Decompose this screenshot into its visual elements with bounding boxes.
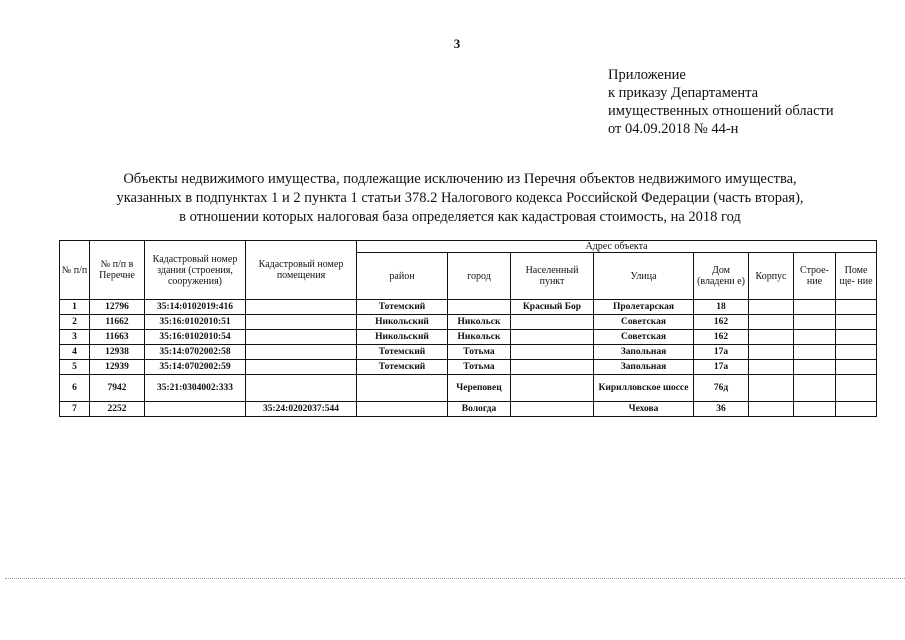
cell-street: Советская <box>594 315 694 330</box>
cell-stroenie <box>794 330 836 345</box>
cell-district <box>357 375 448 402</box>
cell-pomeshchenie <box>836 345 877 360</box>
cell-street: Запольная <box>594 345 694 360</box>
header-list-num: № п/п в Перечне <box>90 241 145 300</box>
cell-stroenie <box>794 300 836 315</box>
cell-room <box>246 300 357 315</box>
cell-pomeshchenie <box>836 315 877 330</box>
cell-list-num: 11663 <box>90 330 145 345</box>
cell-korpus <box>749 360 794 375</box>
cell-korpus <box>749 315 794 330</box>
cell-city: Тотьма <box>448 360 511 375</box>
header-room-cadastral: Кадастровый номер помещения <box>246 241 357 300</box>
cell-street: Пролетарская <box>594 300 694 315</box>
cell-pomeshchenie <box>836 300 877 315</box>
cell-pomeshchenie <box>836 360 877 375</box>
cell-settlement <box>511 315 594 330</box>
header-num: № п/п <box>60 241 90 300</box>
cell-list-num: 12796 <box>90 300 145 315</box>
cell-building: 35:21:0304002:333 <box>145 375 246 402</box>
cell-num: 2 <box>60 315 90 330</box>
cell-district: Тотемский <box>357 345 448 360</box>
cell-num: 6 <box>60 375 90 402</box>
cell-pomeshchenie <box>836 402 877 417</box>
header-house: Дом (владени е) <box>694 253 749 300</box>
appendix-line: от 04.09.2018 № 44-н <box>608 121 739 137</box>
cell-building: 35:14:0102019:416 <box>145 300 246 315</box>
header-district: район <box>357 253 448 300</box>
table-row <box>60 300 877 315</box>
header-building-cadastral: Кадастровый номер здания (строения, сооружения) <box>145 241 246 300</box>
table-row <box>60 375 877 402</box>
cell-house: 18 <box>694 300 749 315</box>
header-city: город <box>448 253 511 300</box>
header-pomeshchenie: Поме ще- ние <box>836 253 877 300</box>
cell-district: Никольский <box>357 315 448 330</box>
cell-district <box>357 402 448 417</box>
appendix-note <box>608 66 888 138</box>
cell-house: 17а <box>694 360 749 375</box>
cell-num: 4 <box>60 345 90 360</box>
title-line: Объекты недвижимого имущества, подлежащие исключению из Перечня объектов недвижимого имущества, <box>123 171 797 187</box>
cell-settlement: Красный Бор <box>511 300 594 315</box>
cell-list-num: 7942 <box>90 375 145 402</box>
cell-pomeshchenie <box>836 330 877 345</box>
cell-room <box>246 315 357 330</box>
header-stroenie: Строе- ние <box>794 253 836 300</box>
table-row <box>60 330 877 345</box>
objects-table <box>59 240 877 417</box>
table-row <box>60 315 877 330</box>
header-settlement: Населенный пункт <box>511 253 594 300</box>
cell-city: Череповец <box>448 375 511 402</box>
cell-num: 3 <box>60 330 90 345</box>
cell-district: Тотемский <box>357 300 448 315</box>
cell-stroenie <box>794 375 836 402</box>
title-line: указанных в подпунктах 1 и 2 пункта 1 статьи 378.2 Налогового кодекса Российской Федерации (часть вторая), <box>116 190 804 206</box>
cell-room <box>246 375 357 402</box>
cell-room <box>246 360 357 375</box>
appendix-line: к приказу Департамента <box>608 85 759 101</box>
cell-street: Чехова <box>594 402 694 417</box>
cell-korpus <box>749 300 794 315</box>
cell-korpus <box>749 402 794 417</box>
cell-building: 35:16:0102010:54 <box>145 330 246 345</box>
cell-building: 35:14:0702002:59 <box>145 360 246 375</box>
cell-korpus <box>749 345 794 360</box>
cell-city: Тотьма <box>448 345 511 360</box>
appendix-line: Приложение <box>608 67 686 83</box>
cell-city: Никольск <box>448 315 511 330</box>
table-row <box>60 402 877 417</box>
cell-list-num: 2252 <box>90 402 145 417</box>
cell-settlement <box>511 402 594 417</box>
header-street: Улица <box>594 253 694 300</box>
appendix-line: имущественных отношений области <box>608 103 834 119</box>
cell-district: Тотемский <box>357 360 448 375</box>
cell-list-num: 12939 <box>90 360 145 375</box>
header-korpus: Корпус <box>749 253 794 300</box>
cell-building: 35:14:0702002:58 <box>145 345 246 360</box>
cell-street: Запольная <box>594 360 694 375</box>
cell-building <box>145 402 246 417</box>
cell-stroenie <box>794 315 836 330</box>
cell-city: Никольск <box>448 330 511 345</box>
scan-artifact-line <box>5 578 905 580</box>
table-row <box>60 345 877 360</box>
cell-settlement <box>511 375 594 402</box>
cell-district: Никольский <box>357 330 448 345</box>
cell-pomeshchenie <box>836 375 877 402</box>
cell-num: 1 <box>60 300 90 315</box>
table-row <box>60 360 877 375</box>
cell-korpus <box>749 330 794 345</box>
cell-house: 162 <box>694 315 749 330</box>
document-title <box>60 170 860 227</box>
cell-house: 36 <box>694 402 749 417</box>
cell-stroenie <box>794 345 836 360</box>
cell-room: 35:24:0202037:544 <box>246 402 357 417</box>
cell-list-num: 11662 <box>90 315 145 330</box>
cell-settlement <box>511 345 594 360</box>
cell-settlement <box>511 360 594 375</box>
cell-city <box>448 300 511 315</box>
header-address: Адрес объекта <box>357 241 877 253</box>
cell-num: 7 <box>60 402 90 417</box>
cell-house: 76д <box>694 375 749 402</box>
cell-house: 17а <box>694 345 749 360</box>
cell-list-num: 12938 <box>90 345 145 360</box>
cell-settlement <box>511 330 594 345</box>
title-line: в отношении которых налоговая база определяется как кадастровая стоимость, на 2018 год <box>179 209 741 225</box>
cell-korpus <box>749 375 794 402</box>
cell-street: Кирилловское шоссе <box>594 375 694 402</box>
cell-stroenie <box>794 402 836 417</box>
cell-street: Советская <box>594 330 694 345</box>
cell-house: 162 <box>694 330 749 345</box>
cell-stroenie <box>794 360 836 375</box>
page-number: 3 <box>453 36 461 51</box>
cell-building: 35:16:0102010:51 <box>145 315 246 330</box>
cell-city: Вологда <box>448 402 511 417</box>
cell-room <box>246 330 357 345</box>
cell-room <box>246 345 357 360</box>
cell-num: 5 <box>60 360 90 375</box>
